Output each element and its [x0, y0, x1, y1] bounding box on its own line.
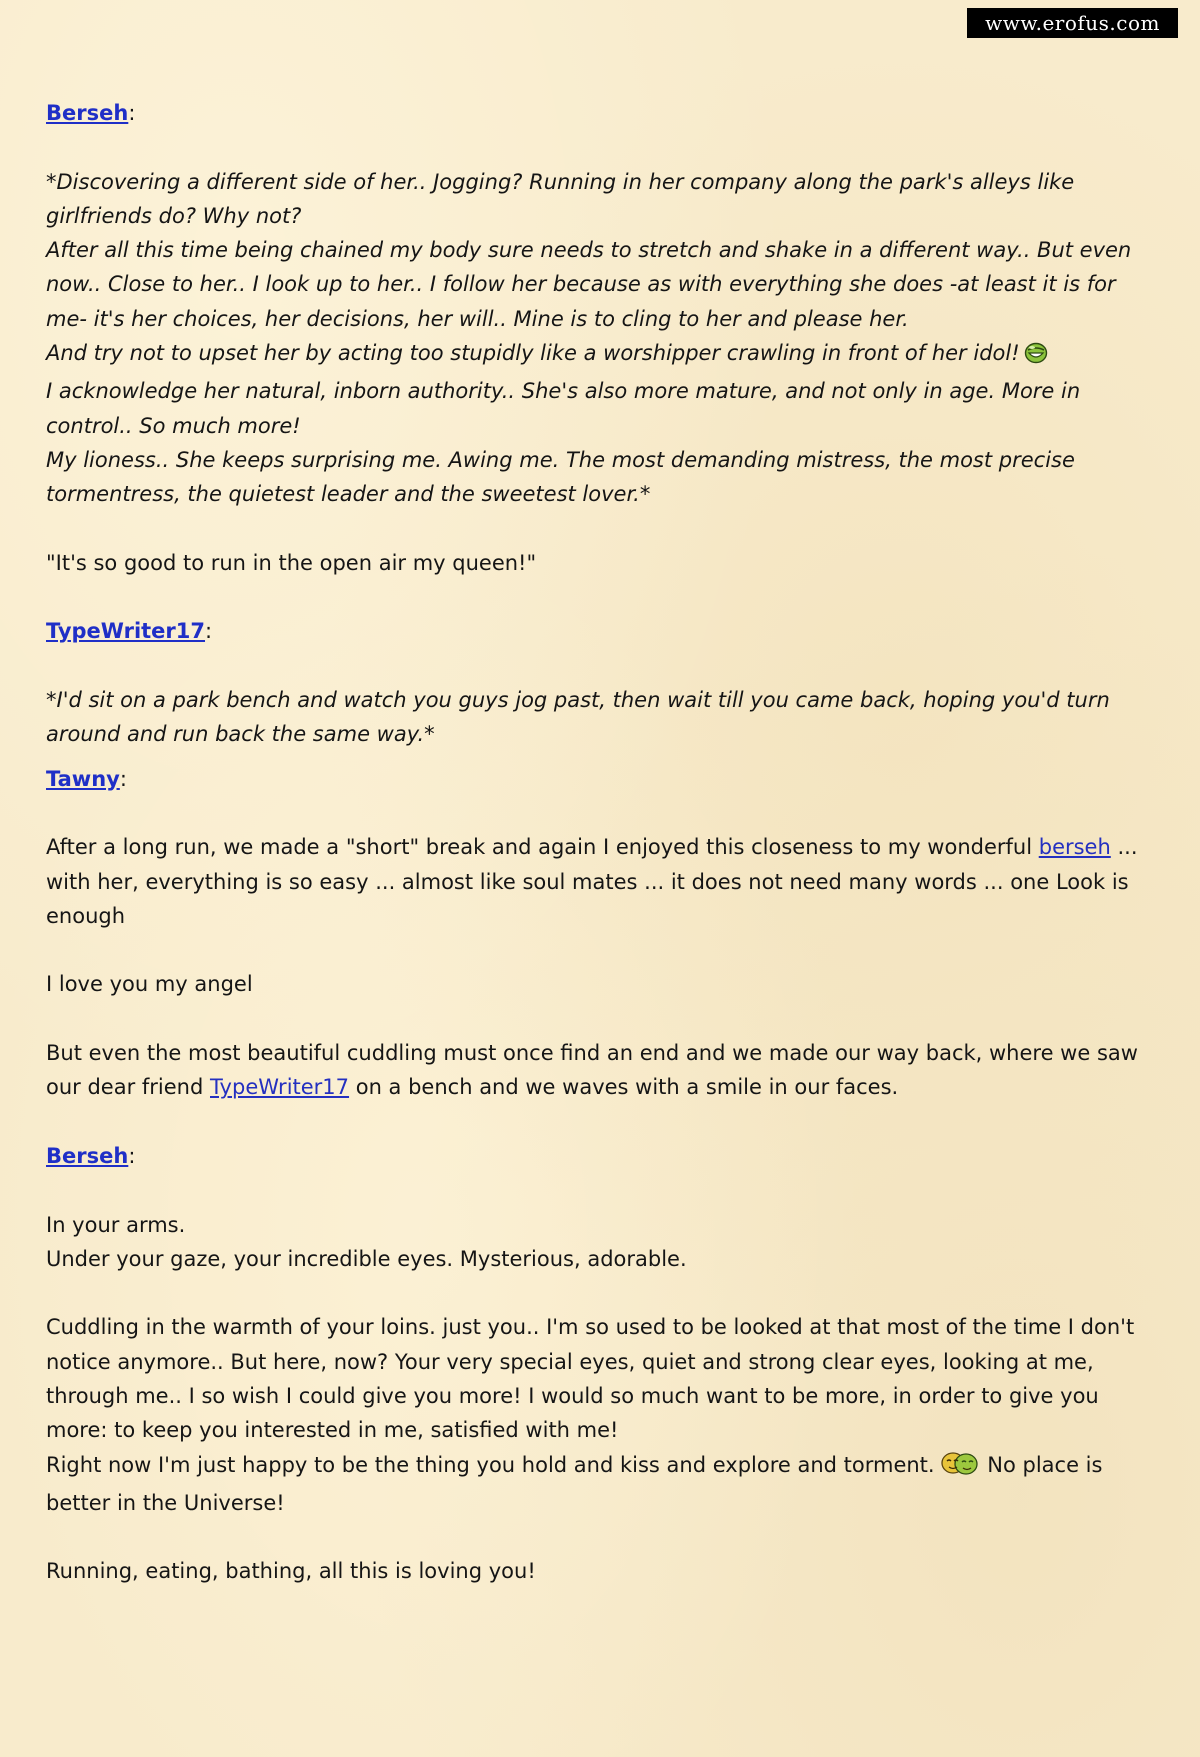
post-header: [46, 96, 1156, 130]
paragraph-text: And try not to upset her by acting too stupidly like a worshipper crawling in front of her idol!: [46, 341, 1020, 366]
post-header: [46, 762, 1156, 796]
paragraph: In your arms.: [46, 1212, 186, 1237]
colon: :: [128, 101, 136, 125]
speaker-link[interactable]: Tawny: [46, 766, 120, 791]
paragraph-text: But even the most beautiful cuddling must once find an end and we made our way back, where we saw our dear friend: [46, 1041, 1138, 1100]
watermark: www.erofus.com: [967, 8, 1178, 38]
laughing-smiley-icon: [1024, 340, 1048, 374]
colon: :: [119, 766, 127, 791]
speaker-link[interactable]: Berseh: [46, 101, 129, 125]
paragraph: "It's so good to run in the open air my queen!": [46, 550, 537, 575]
paragraph: Running, eating, bathing, all this is loving you!: [46, 1559, 536, 1584]
paragraph-text: After a long run, we made a "short" break and again I enjoyed this closeness to my wonderful: [46, 835, 1039, 860]
mention-link[interactable]: berseh: [1038, 835, 1111, 860]
paragraph: I acknowledge her natural, inborn authority.. She's also more mature, and not only in age. More in control.. So much more!: [46, 379, 1081, 438]
post-header: [46, 614, 1156, 648]
paragraph: [46, 1036, 1156, 1105]
paragraph: [46, 336, 1156, 374]
paragraph-text: on a bench and we waves with a smile in our faces.: [349, 1075, 899, 1100]
paragraph: Cuddling in the warmth of your loins. just you.. I'm so used to be looked at that most of the time I don't notice anymore.. But here, now? Your very special eyes, quiet and strong clear eyes, looking at me, through me.. I so wish I could give you more! I would so much want to be more, in order to give you more: to keep you interested in me, satisfied with me!: [46, 1315, 1135, 1443]
colon: :: [205, 619, 213, 644]
paragraph: *Discovering a different side of her.. Jogging? Running in her company along the park's alleys like girlfriends do? Why not?: [46, 169, 1075, 228]
cuddling-smileys-icon: [939, 1450, 981, 1486]
paragraph: I love you my angel: [46, 972, 253, 997]
colon: :: [128, 1143, 136, 1168]
paragraph: [46, 830, 1156, 933]
paragraph: Under your gaze, your incredible eyes. Mysterious, adorable.: [46, 1246, 687, 1271]
paragraph: My lioness.. She keeps surprising me. Awing me. The most demanding mistress, the most precise tormentress, the quietest leader and the sweetest lover.*: [46, 447, 1075, 507]
mention-link[interactable]: TypeWriter17: [210, 1075, 350, 1100]
speaker-link[interactable]: Berseh: [46, 1143, 129, 1168]
forum-story-page: [46, 96, 1156, 1589]
paragraph-text: Right now I'm just happy to be the thing you hold and kiss and explore and torment.: [46, 1452, 935, 1477]
post-header: [46, 1139, 1156, 1173]
speaker-link[interactable]: TypeWriter17: [46, 619, 206, 644]
paragraph-text: No place is better in the Universe!: [46, 1452, 1103, 1515]
paragraph-text: ... with her, everything is so easy ... almost like soul mates ... it does not need many words ... one Look is enough: [46, 835, 1138, 928]
paragraph: *I'd sit on a park bench and watch you guys jog past, then wait till you came back, hoping you'd turn around and run back the same way.*: [46, 688, 1110, 747]
paragraph: After all this time being chained my body sure needs to stretch and shake in a different way.. But even now.. Close to her.. I look up to her.. I follow her because as with everything she does -at least it is for me- it's her choices, her decisions, her will.. Mine is to cling to her and please her.: [46, 238, 1132, 331]
paragraph: [46, 1448, 1156, 1521]
